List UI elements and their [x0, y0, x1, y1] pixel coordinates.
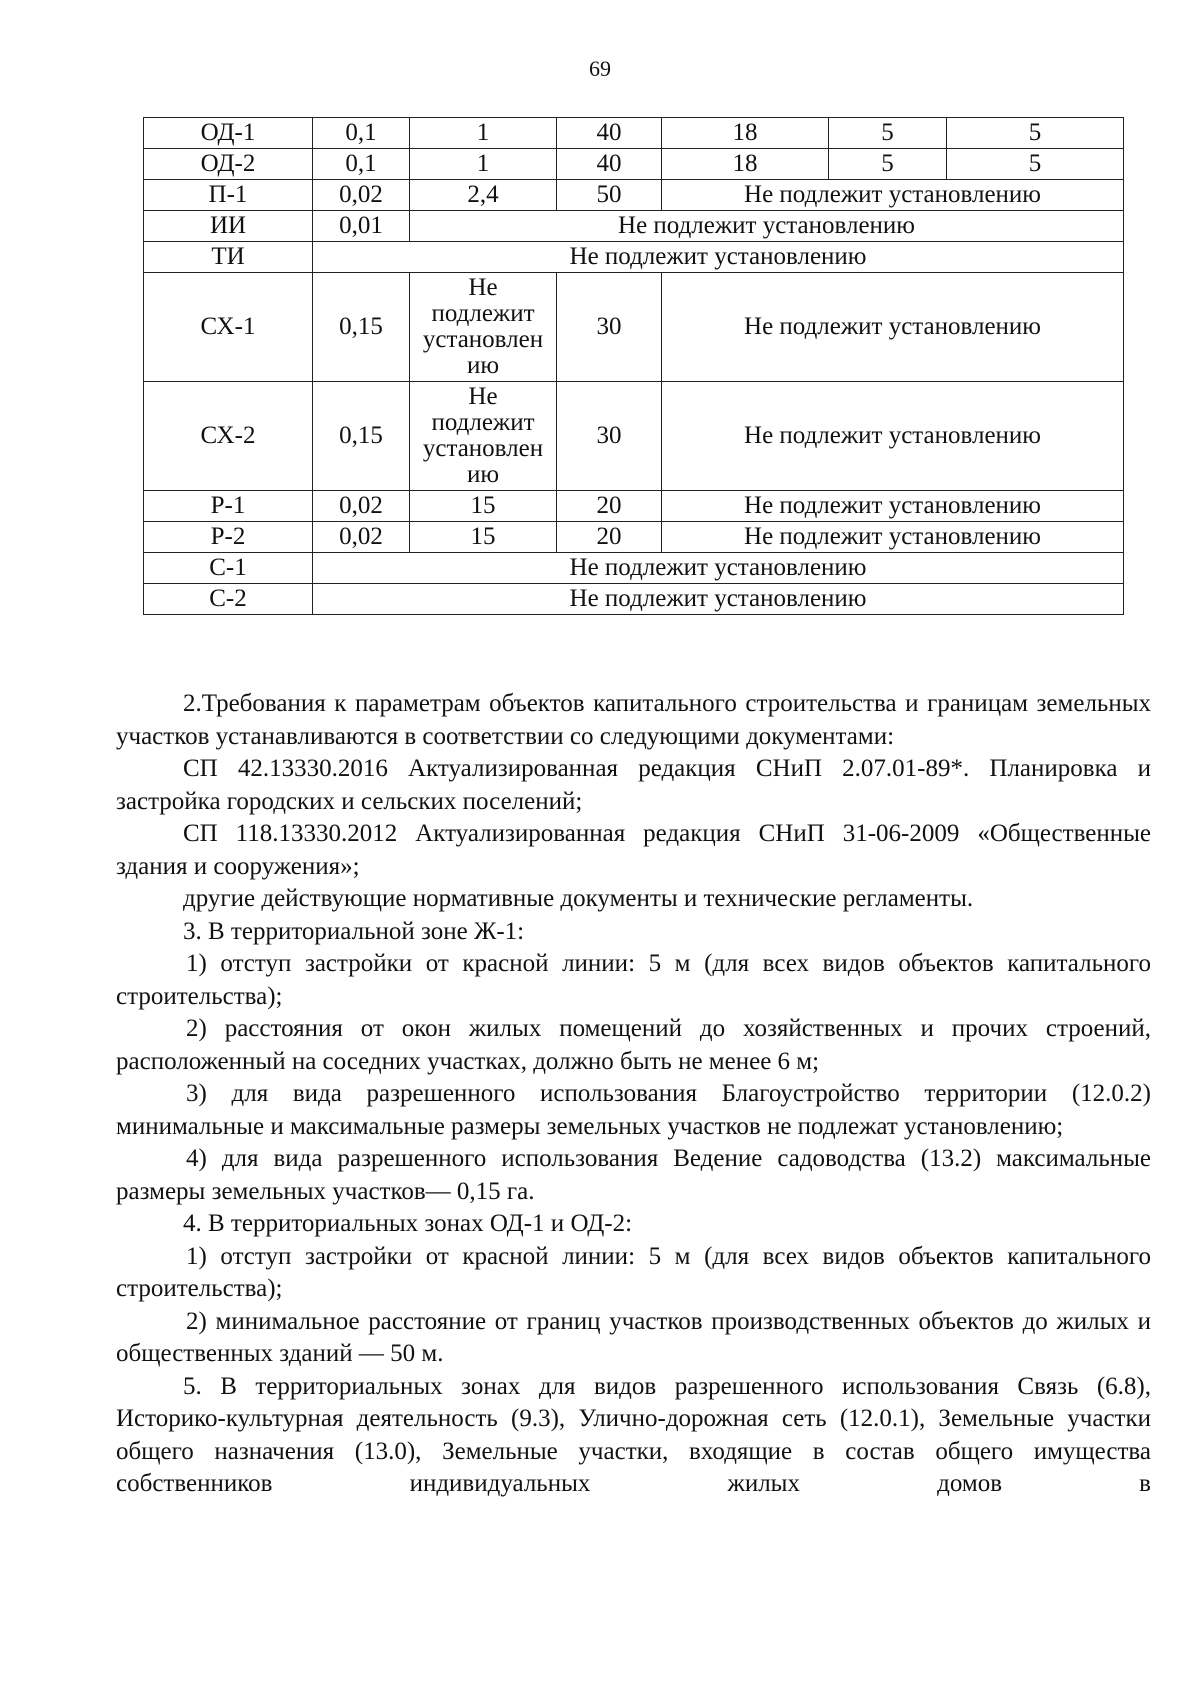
table-row: [144, 273, 1124, 382]
paragraph: 4) для вида разрешенного использования Ведение садоводства (13.2) максимальные размеры земельных участков— 0,15 га.: [116, 1145, 1151, 1205]
table-cell-zone: Р-1: [144, 491, 313, 522]
table-cell-multiline: [410, 382, 557, 491]
body-text: [116, 688, 1151, 1501]
table-cell-zone: ОД-1: [144, 118, 313, 149]
paragraph: 2.Требования к параметрам объектов капитального строительства и границам земельных участков устанавливаются в соответствии со следующими документами:: [116, 690, 1151, 750]
table-cell: 1: [410, 118, 557, 149]
table-cell-zone: ОД-2: [144, 149, 313, 180]
table-cell-merged: Не подлежит установлению: [313, 584, 1124, 615]
table-cell-merged: Не подлежит установлению: [662, 382, 1124, 491]
table-row: [144, 180, 1124, 211]
table-cell: 5: [947, 118, 1124, 149]
table-row: [144, 491, 1124, 522]
table-cell-merged: Не подлежит установлению: [662, 180, 1124, 211]
table-cell: 18: [662, 118, 829, 149]
table-cell: 30: [557, 273, 662, 382]
table-row: [144, 553, 1124, 584]
table-row: [144, 242, 1124, 273]
table-cell: 15: [410, 491, 557, 522]
table-cell: 18: [662, 149, 829, 180]
cell-line: установлен: [422, 435, 544, 462]
paragraph: 4. В территориальных зонах ОД-1 и ОД-2:: [183, 1210, 633, 1237]
zones-parameters-table: [143, 117, 1124, 615]
cell-line: установлен: [422, 326, 544, 353]
table-cell: 0,02: [313, 522, 410, 553]
paragraph: 2) минимальное расстояние от границ участков производственных объектов до жилых и общественных зданий — 50 м.: [116, 1307, 1151, 1367]
table-cell-merged: Не подлежит установлению: [662, 273, 1124, 382]
paragraph: 5. В территориальных зонах для видов разрешенного использования Связь (6.8), Историко-культурная деятельность (9.3), Улично-дорожная сеть (12.0.1), Земельные участки общего назначения (13.0), Земельные участки, входящие в состав общего имущества собственников индивидуальных жилых домов в: [116, 1372, 1151, 1497]
paragraph: 3) для вида разрешенного использования Благоустройство территории (12.0.2) минимальные и максимальные размеры земельных участков не подлежат установлению;: [116, 1080, 1151, 1140]
table-cell: 5: [829, 149, 947, 180]
table-cell-merged: Не подлежит установлению: [313, 553, 1124, 584]
table-cell: 20: [557, 522, 662, 553]
table-cell: 0,02: [313, 491, 410, 522]
table-cell-multiline: [410, 273, 557, 382]
table-cell-merged: Не подлежит установлению: [662, 491, 1124, 522]
cell-line: Не: [468, 274, 498, 301]
table-cell: 0,15: [313, 382, 410, 491]
table-cell-merged: Не подлежит установлению: [410, 211, 1124, 242]
table-row: [144, 118, 1124, 149]
table-cell: 40: [557, 118, 662, 149]
cell-line: ию: [466, 352, 500, 379]
table-cell-zone: С-1: [144, 553, 313, 584]
cell-line: подлежит: [431, 300, 535, 327]
table-row: [144, 522, 1124, 553]
cell-line: ию: [466, 461, 500, 488]
table-row: [144, 211, 1124, 242]
table-row: [144, 382, 1124, 491]
table-cell: 40: [557, 149, 662, 180]
page-number: 69: [589, 56, 611, 81]
table-cell: 0,02: [313, 180, 410, 211]
table-cell-zone: ТИ: [144, 242, 313, 273]
table-cell: 0,1: [313, 149, 410, 180]
cell-line: Не: [468, 383, 498, 410]
table-cell-zone: СХ-2: [144, 382, 313, 491]
table-cell: 5: [829, 118, 947, 149]
table-cell: 2,4: [410, 180, 557, 211]
table-cell: 50: [557, 180, 662, 211]
paragraph: СП 42.13330.2016 Актуализированная редакция СНиП 2.07.01-89*. Планировка и застройка городских и сельских поселений;: [116, 755, 1151, 815]
paragraph: 1) отступ застройки от красной линии: 5 м (для всех видов объектов капитального строительства);: [116, 1242, 1151, 1302]
table-cell-merged: Не подлежит установлению: [313, 242, 1124, 273]
table-row: [144, 584, 1124, 615]
table-cell-zone: Р-2: [144, 522, 313, 553]
paragraph: 1) отступ застройки от красной линии: 5 м (для всех видов объектов капитального строительства);: [116, 950, 1151, 1010]
table-cell: 1: [410, 149, 557, 180]
cell-line: подлежит: [431, 409, 535, 436]
paragraph: 2) расстояния от окон жилых помещений до хозяйственных и прочих строений, расположенный на соседних участках, должно быть не менее 6 м;: [116, 1015, 1151, 1075]
table-cell: 0,01: [313, 211, 410, 242]
table-cell: 30: [557, 382, 662, 491]
table-cell-zone: ИИ: [144, 211, 313, 242]
table-cell: 20: [557, 491, 662, 522]
table-cell: 15: [410, 522, 557, 553]
paragraph: другие действующие нормативные документы и технические регламенты.: [183, 885, 974, 912]
table-cell: 0,1: [313, 118, 410, 149]
table-cell-merged: Не подлежит установлению: [662, 522, 1124, 553]
table-cell-zone: С-2: [144, 584, 313, 615]
paragraph: 3. В территориальной зоне Ж-1:: [183, 917, 525, 945]
table-row: [144, 149, 1124, 180]
paragraph: СП 118.13330.2012 Актуализированная редакция СНиП 31-06-2009 «Общественные здания и сооружения»;: [116, 820, 1151, 880]
table-cell: 0,15: [313, 273, 410, 382]
table-cell: 5: [947, 149, 1124, 180]
table-cell-zone: П-1: [144, 180, 313, 211]
table-cell-zone: СХ-1: [144, 273, 313, 382]
